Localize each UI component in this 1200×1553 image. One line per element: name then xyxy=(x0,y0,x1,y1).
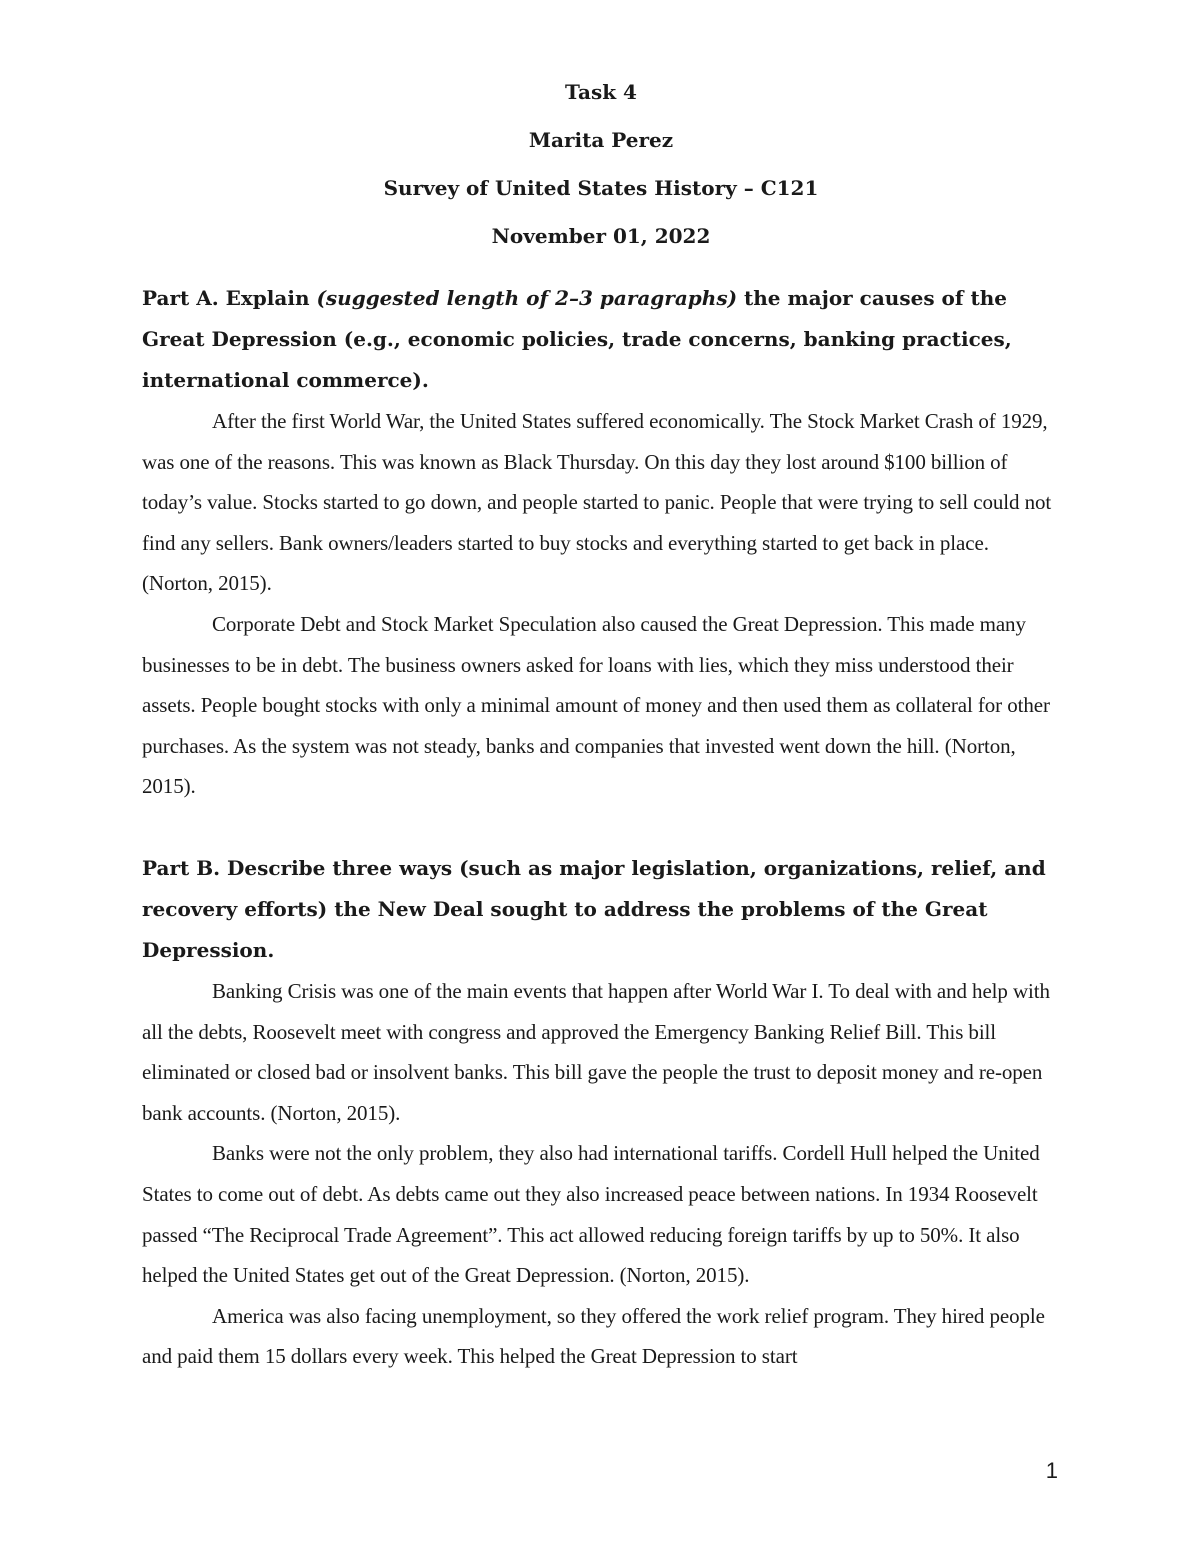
part-b-paragraph: America was also facing unemployment, so they offered the work relief program. They hired people and paid them 15 dollars every week. This helped the Great Depression to start xyxy=(142,1303,1045,1369)
part-a-length-note: (suggested length of 2–3 paragraphs) xyxy=(316,286,738,310)
page-number: 1 xyxy=(1045,1458,1058,1483)
author-name: Marita Perez xyxy=(528,128,674,152)
document-date: November 01, 2022 xyxy=(491,224,711,248)
part-a-label: Part A. Explain xyxy=(142,286,317,310)
task-title: Task 4 xyxy=(565,80,637,104)
part-a-paragraph: After the first World War, the United States suffered economically. The Stock Market Crash of 1929, was one of the reasons. This was known as Black Thursday. On this day they lost around $100 billion of today’s value. Stocks started to go down, and people started to panic. People that were trying to sell could not find any sellers. Bank owners/leaders started to buy stocks and everything started to get back in place. (Norton, 2015). xyxy=(142,409,1052,596)
part-b-paragraph: Banks were not the only problem, they also had international tariffs. Cordell Hull helped the United States to come out of debt. As debts came out they also increased peace between nations. In 1934 Roosevelt passed “The Reciprocal Trade Agreement”. This act allowed reducing foreign tariffs by up to 50%. It also helped the United States get out of the Great Depression. (Norton, 2015). xyxy=(142,1141,1040,1288)
document-page xyxy=(142,68,1060,1377)
part-a-paragraph: Corporate Debt and Stock Market Speculation also caused the Great Depression. This made many businesses to be in debt. The business owners asked for loans with lies, which they miss understood their assets. People bought stocks with only a minimal amount of money and then used them as collateral for other purchases. As the system was not steady, banks and companies that invested went down the hill. (Norton, 2015). xyxy=(142,611,1050,799)
course-title: Survey of United States History – C121 xyxy=(383,176,819,200)
part-b-paragraph: Banking Crisis was one of the main events that happen after World War I. To deal with and help with all the debts, Roosevelt meet with congress and approved the Emergency Banking Relief Bill. This bill eliminated or closed bad or insolvent banks. This bill gave the people the trust to deposit money and re-open bank accounts. (Norton, 2015). xyxy=(142,978,1050,1125)
part-a-prompt xyxy=(142,278,1060,401)
part-b-prompt: Part B. Describe three ways (such as major legislation, organizations, relief, and recovery efforts) the New Deal sought to address the problems of the Great Depression. xyxy=(142,855,1046,962)
part-a-question: the major causes of the Great Depression (e.g., economic policies, trade concerns, banking practices, international commerce). xyxy=(142,286,1012,392)
